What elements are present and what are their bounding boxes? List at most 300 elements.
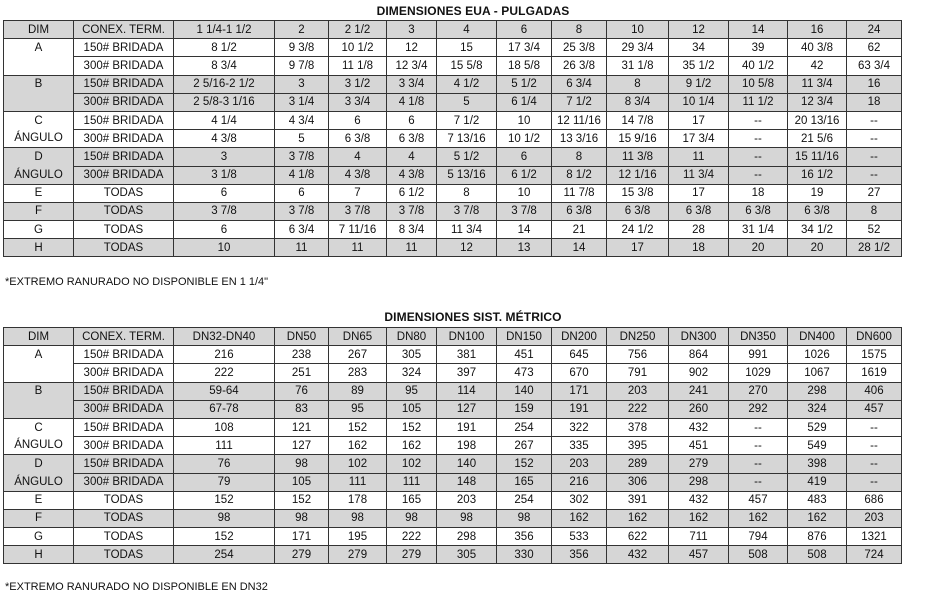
imperial-dimensions-table <box>3 20 902 257</box>
value-cell: 5 <box>437 93 497 111</box>
connection-label: 300# BRIDADA <box>74 364 174 382</box>
value-cell: 152 <box>329 418 387 436</box>
value-cell: 162 <box>552 509 607 527</box>
table-row <box>4 473 902 491</box>
value-cell: 4 1/4 <box>174 111 275 129</box>
value-cell: 5 <box>275 130 329 148</box>
value-cell: 79 <box>174 473 275 491</box>
value-cell: 105 <box>275 473 329 491</box>
table-row <box>4 202 902 220</box>
value-cell: 10 <box>174 239 275 257</box>
value-cell: 5 13/16 <box>437 166 497 184</box>
value-cell: 3 7/8 <box>437 202 497 220</box>
value-cell: 622 <box>607 528 669 546</box>
size-header: DN65 <box>329 328 387 346</box>
value-cell: 18 <box>669 239 729 257</box>
value-cell: 89 <box>329 382 387 400</box>
value-cell: 7 1/2 <box>437 111 497 129</box>
value-cell: 9 1/2 <box>669 75 729 93</box>
value-cell: 25 3/8 <box>552 39 607 57</box>
value-cell: 6 3/8 <box>552 202 607 220</box>
value-cell: 171 <box>552 382 607 400</box>
value-cell: -- <box>729 166 788 184</box>
value-cell: 198 <box>437 437 497 455</box>
value-cell: 457 <box>847 400 902 418</box>
value-cell: 533 <box>552 528 607 546</box>
value-cell: 29 3/4 <box>607 39 669 57</box>
value-cell: 270 <box>729 382 788 400</box>
value-cell: 8 3/4 <box>607 93 669 111</box>
value-cell: 2 5/16-2 1/2 <box>174 75 275 93</box>
connection-label: TODAS <box>74 546 174 564</box>
value-cell: 67-78 <box>174 400 275 418</box>
value-cell: -- <box>729 130 788 148</box>
value-cell: 335 <box>552 437 607 455</box>
size-header: 6 <box>497 21 552 39</box>
connection-label: 300# BRIDADA <box>74 400 174 418</box>
value-cell: 254 <box>497 491 552 509</box>
value-cell: 21 5/6 <box>788 130 847 148</box>
value-cell: 165 <box>387 491 437 509</box>
value-cell: 39 <box>729 39 788 57</box>
value-cell: 1575 <box>847 346 902 364</box>
value-cell: -- <box>847 111 902 129</box>
value-cell: 203 <box>607 382 669 400</box>
value-cell: 105 <box>387 400 437 418</box>
value-cell: 28 1/2 <box>847 239 902 257</box>
value-cell: 3 1/8 <box>174 166 275 184</box>
value-cell: 686 <box>847 491 902 509</box>
value-cell: 5 1/2 <box>437 148 497 166</box>
size-header: DN400 <box>788 328 847 346</box>
size-header: DN200 <box>552 328 607 346</box>
size-header: DN80 <box>387 328 437 346</box>
connection-label: 150# BRIDADA <box>74 382 174 400</box>
value-cell: 6 1/4 <box>497 93 552 111</box>
value-cell: 12 3/4 <box>387 57 437 75</box>
value-cell: 121 <box>275 418 329 436</box>
value-cell: 529 <box>788 418 847 436</box>
value-cell: 451 <box>497 346 552 364</box>
value-cell: 11 <box>329 239 387 257</box>
value-cell: 251 <box>275 364 329 382</box>
value-cell: -- <box>847 418 902 436</box>
size-header: 14 <box>729 21 788 39</box>
value-cell: 9 7/8 <box>275 57 329 75</box>
connection-label: 150# BRIDADA <box>74 111 174 129</box>
dim-label: G <box>4 528 74 546</box>
connection-label: 300# BRIDADA <box>74 437 174 455</box>
value-cell: 457 <box>729 491 788 509</box>
dim-label: C <box>4 111 74 129</box>
value-cell: 27 <box>847 184 902 202</box>
value-cell: -- <box>847 455 902 473</box>
value-cell: 10 1/4 <box>669 93 729 111</box>
value-cell: 63 3/4 <box>847 57 902 75</box>
value-cell: 12 3/4 <box>788 93 847 111</box>
value-cell: -- <box>847 148 902 166</box>
value-cell: 324 <box>387 364 437 382</box>
value-cell: 8 1/2 <box>174 39 275 57</box>
table-row <box>4 382 902 400</box>
value-cell: 15 5/8 <box>437 57 497 75</box>
value-cell: 508 <box>729 546 788 564</box>
value-cell: 260 <box>669 400 729 418</box>
value-cell: 31 1/8 <box>607 57 669 75</box>
value-cell: 111 <box>387 473 437 491</box>
value-cell: 216 <box>552 473 607 491</box>
value-cell: 356 <box>552 546 607 564</box>
value-cell: 292 <box>729 400 788 418</box>
value-cell: 398 <box>788 455 847 473</box>
value-cell: 152 <box>387 418 437 436</box>
value-cell: 1026 <box>788 346 847 364</box>
value-cell: 8 3/4 <box>174 57 275 75</box>
table-row <box>4 437 902 455</box>
dim-label: A <box>4 346 74 364</box>
value-cell: 14 <box>552 239 607 257</box>
value-cell: 3 <box>275 75 329 93</box>
value-cell: 302 <box>552 491 607 509</box>
table-row <box>4 221 902 239</box>
value-cell: 152 <box>275 491 329 509</box>
value-cell: 152 <box>497 455 552 473</box>
value-cell: 6 3/8 <box>729 202 788 220</box>
value-cell: 4 <box>387 148 437 166</box>
dim-label: E <box>4 184 74 202</box>
table-row <box>4 130 902 148</box>
table-row <box>4 400 902 418</box>
dim-label: H <box>4 239 74 257</box>
value-cell: 95 <box>387 382 437 400</box>
value-cell: 6 3/4 <box>275 221 329 239</box>
value-cell: 140 <box>437 455 497 473</box>
value-cell: 991 <box>729 346 788 364</box>
value-cell: 4 3/8 <box>174 130 275 148</box>
connection-header: CONEX. TERM. <box>74 328 174 346</box>
value-cell: 3 7/8 <box>329 202 387 220</box>
header-row <box>4 328 902 346</box>
value-cell: 11 <box>275 239 329 257</box>
value-cell: 98 <box>437 509 497 527</box>
value-cell: 432 <box>669 418 729 436</box>
dim-label: A <box>4 39 74 57</box>
value-cell: 451 <box>669 437 729 455</box>
value-cell: 7 1/2 <box>552 93 607 111</box>
value-cell: 794 <box>729 528 788 546</box>
value-cell: 3 7/8 <box>275 148 329 166</box>
dim-label: ÁNGULO <box>4 437 74 455</box>
size-header: DN100 <box>437 328 497 346</box>
dim-label: ÁNGULO <box>4 166 74 184</box>
size-header: 16 <box>788 21 847 39</box>
value-cell: 254 <box>497 418 552 436</box>
value-cell: 20 <box>788 239 847 257</box>
value-cell: 457 <box>669 546 729 564</box>
dim-label: ÁNGULO <box>4 130 74 148</box>
table-row <box>4 148 902 166</box>
value-cell: 15 3/8 <box>607 184 669 202</box>
value-cell: 40 1/2 <box>729 57 788 75</box>
value-cell: 254 <box>174 546 275 564</box>
value-cell: 111 <box>174 437 275 455</box>
dim-label <box>4 400 74 418</box>
value-cell: 11 3/8 <box>607 148 669 166</box>
value-cell: 4 3/8 <box>387 166 437 184</box>
dim-label <box>4 364 74 382</box>
size-header: 1 1/4-1 1/2 <box>174 21 275 39</box>
metric-footnote: *EXTREMO RANURADO NO DISPONIBLE EN DN32 <box>5 581 268 593</box>
value-cell: 10 <box>497 184 552 202</box>
value-cell: 12 <box>387 39 437 57</box>
value-cell: 171 <box>275 528 329 546</box>
value-cell: -- <box>729 418 788 436</box>
value-cell: 864 <box>669 346 729 364</box>
table-row <box>4 455 902 473</box>
value-cell: 8 <box>607 75 669 93</box>
value-cell: 127 <box>437 400 497 418</box>
value-cell: 195 <box>329 528 387 546</box>
value-cell: 95 <box>329 400 387 418</box>
value-cell: 98 <box>329 509 387 527</box>
value-cell: -- <box>729 437 788 455</box>
value-cell: 4 1/8 <box>275 166 329 184</box>
table-row <box>4 546 902 564</box>
size-header: DN350 <box>729 328 788 346</box>
table-row <box>4 491 902 509</box>
value-cell: 279 <box>669 455 729 473</box>
connection-label: 300# BRIDADA <box>74 473 174 491</box>
value-cell: 8 <box>437 184 497 202</box>
value-cell: 34 <box>669 39 729 57</box>
value-cell: 3 7/8 <box>497 202 552 220</box>
table-row <box>4 111 902 129</box>
value-cell: -- <box>729 148 788 166</box>
value-cell: 3 <box>174 148 275 166</box>
value-cell: 114 <box>437 382 497 400</box>
dim-header: DIM <box>4 21 74 39</box>
table-row <box>4 57 902 75</box>
value-cell: 305 <box>387 346 437 364</box>
value-cell: 6 3/8 <box>669 202 729 220</box>
value-cell: 98 <box>275 509 329 527</box>
value-cell: 108 <box>174 418 275 436</box>
value-cell: 473 <box>497 364 552 382</box>
value-cell: 3 3/4 <box>387 75 437 93</box>
value-cell: 178 <box>329 491 387 509</box>
value-cell: 17 <box>669 111 729 129</box>
value-cell: 876 <box>788 528 847 546</box>
connection-label: TODAS <box>74 509 174 527</box>
value-cell: 3 7/8 <box>174 202 275 220</box>
value-cell: 24 1/2 <box>607 221 669 239</box>
size-header: DN300 <box>669 328 729 346</box>
connection-label: 300# BRIDADA <box>74 130 174 148</box>
value-cell: 324 <box>788 400 847 418</box>
dim-label: E <box>4 491 74 509</box>
value-cell: 26 3/8 <box>552 57 607 75</box>
value-cell: -- <box>847 166 902 184</box>
value-cell: 10 <box>497 111 552 129</box>
connection-label: 150# BRIDADA <box>74 418 174 436</box>
value-cell: 102 <box>329 455 387 473</box>
connection-label: TODAS <box>74 184 174 202</box>
value-cell: 191 <box>552 400 607 418</box>
value-cell: 8 <box>847 202 902 220</box>
value-cell: 6 3/8 <box>788 202 847 220</box>
value-cell: 62 <box>847 39 902 57</box>
value-cell: 11 1/8 <box>329 57 387 75</box>
value-cell: 391 <box>607 491 669 509</box>
value-cell: 645 <box>552 346 607 364</box>
value-cell: 267 <box>329 346 387 364</box>
connection-label: 150# BRIDADA <box>74 346 174 364</box>
value-cell: 279 <box>275 546 329 564</box>
value-cell: 724 <box>847 546 902 564</box>
value-cell: 356 <box>497 528 552 546</box>
value-cell: 756 <box>607 346 669 364</box>
connection-label: 300# BRIDADA <box>74 166 174 184</box>
dim-label: B <box>4 75 74 93</box>
value-cell: 222 <box>387 528 437 546</box>
value-cell: 6 <box>497 148 552 166</box>
value-cell: 16 <box>847 75 902 93</box>
value-cell: 162 <box>329 437 387 455</box>
value-cell: 7 <box>329 184 387 202</box>
value-cell: 152 <box>174 491 275 509</box>
value-cell: 127 <box>275 437 329 455</box>
value-cell: 11 7/8 <box>552 184 607 202</box>
table-row <box>4 93 902 111</box>
metric-table-title: DIMENSIONES SIST. MÉTRICO <box>384 310 562 324</box>
table-row <box>4 184 902 202</box>
value-cell: 711 <box>669 528 729 546</box>
value-cell: 2 5/8-3 1/16 <box>174 93 275 111</box>
connection-header: CONEX. TERM. <box>74 21 174 39</box>
value-cell: 7 13/16 <box>437 130 497 148</box>
value-cell: 16 1/2 <box>788 166 847 184</box>
value-cell: 15 9/16 <box>607 130 669 148</box>
size-header: DN32-DN40 <box>174 328 275 346</box>
dim-label <box>4 93 74 111</box>
value-cell: 21 <box>552 221 607 239</box>
dim-label: H <box>4 546 74 564</box>
dim-label <box>4 57 74 75</box>
value-cell: 18 <box>729 184 788 202</box>
header-row <box>4 21 902 39</box>
value-cell: 19 <box>788 184 847 202</box>
value-cell: 10 1/2 <box>329 39 387 57</box>
dim-label: G <box>4 221 74 239</box>
value-cell: 14 7/8 <box>607 111 669 129</box>
connection-label: TODAS <box>74 491 174 509</box>
value-cell: 902 <box>669 364 729 382</box>
size-header: 10 <box>607 21 669 39</box>
value-cell: 6 1/2 <box>387 184 437 202</box>
size-header: 24 <box>847 21 902 39</box>
table-row <box>4 239 902 257</box>
value-cell: 322 <box>552 418 607 436</box>
value-cell: 241 <box>669 382 729 400</box>
value-cell: 298 <box>788 382 847 400</box>
value-cell: 13 <box>497 239 552 257</box>
value-cell: 1067 <box>788 364 847 382</box>
value-cell: 216 <box>174 346 275 364</box>
dim-label: F <box>4 509 74 527</box>
value-cell: 162 <box>729 509 788 527</box>
value-cell: 1029 <box>729 364 788 382</box>
dim-label: F <box>4 202 74 220</box>
value-cell: 298 <box>669 473 729 491</box>
value-cell: 17 <box>669 184 729 202</box>
value-cell: 3 1/2 <box>329 75 387 93</box>
connection-label: 300# BRIDADA <box>74 57 174 75</box>
value-cell: 1321 <box>847 528 902 546</box>
dim-label: D <box>4 455 74 473</box>
value-cell: 10 1/2 <box>497 130 552 148</box>
value-cell: 3 1/4 <box>275 93 329 111</box>
dim-label: ÁNGULO <box>4 473 74 491</box>
value-cell: 397 <box>437 364 497 382</box>
value-cell: 6 3/8 <box>329 130 387 148</box>
table-row <box>4 75 902 93</box>
value-cell: 6 <box>329 111 387 129</box>
connection-label: TODAS <box>74 528 174 546</box>
value-cell: 15 11/16 <box>788 148 847 166</box>
value-cell: 165 <box>497 473 552 491</box>
value-cell: 432 <box>669 491 729 509</box>
value-cell: 4 3/8 <box>329 166 387 184</box>
value-cell: -- <box>729 473 788 491</box>
metric-dimensions-table <box>3 327 902 564</box>
value-cell: -- <box>847 130 902 148</box>
connection-label: TODAS <box>74 221 174 239</box>
value-cell: -- <box>729 111 788 129</box>
value-cell: 222 <box>174 364 275 382</box>
value-cell: 42 <box>788 57 847 75</box>
value-cell: 8 <box>552 148 607 166</box>
value-cell: 289 <box>607 455 669 473</box>
value-cell: 76 <box>174 455 275 473</box>
value-cell: 159 <box>497 400 552 418</box>
dim-label: C <box>4 418 74 436</box>
value-cell: 98 <box>497 509 552 527</box>
value-cell: 17 3/4 <box>497 39 552 57</box>
value-cell: 83 <box>275 400 329 418</box>
table-row <box>4 346 902 364</box>
size-header: 2 1/2 <box>329 21 387 39</box>
value-cell: 76 <box>275 382 329 400</box>
value-cell: 6 1/2 <box>497 166 552 184</box>
value-cell: -- <box>847 437 902 455</box>
value-cell: 12 1/16 <box>607 166 669 184</box>
value-cell: 4 <box>329 148 387 166</box>
value-cell: 40 3/8 <box>788 39 847 57</box>
size-header: DN50 <box>275 328 329 346</box>
value-cell: 305 <box>437 546 497 564</box>
connection-label: TODAS <box>74 239 174 257</box>
value-cell: 111 <box>329 473 387 491</box>
value-cell: 17 <box>607 239 669 257</box>
value-cell: 191 <box>437 418 497 436</box>
value-cell: 18 5/8 <box>497 57 552 75</box>
value-cell: 35 1/2 <box>669 57 729 75</box>
value-cell: 7 11/16 <box>329 221 387 239</box>
value-cell: 395 <box>607 437 669 455</box>
value-cell: 4 1/2 <box>437 75 497 93</box>
value-cell: 6 3/8 <box>607 202 669 220</box>
value-cell: 419 <box>788 473 847 491</box>
